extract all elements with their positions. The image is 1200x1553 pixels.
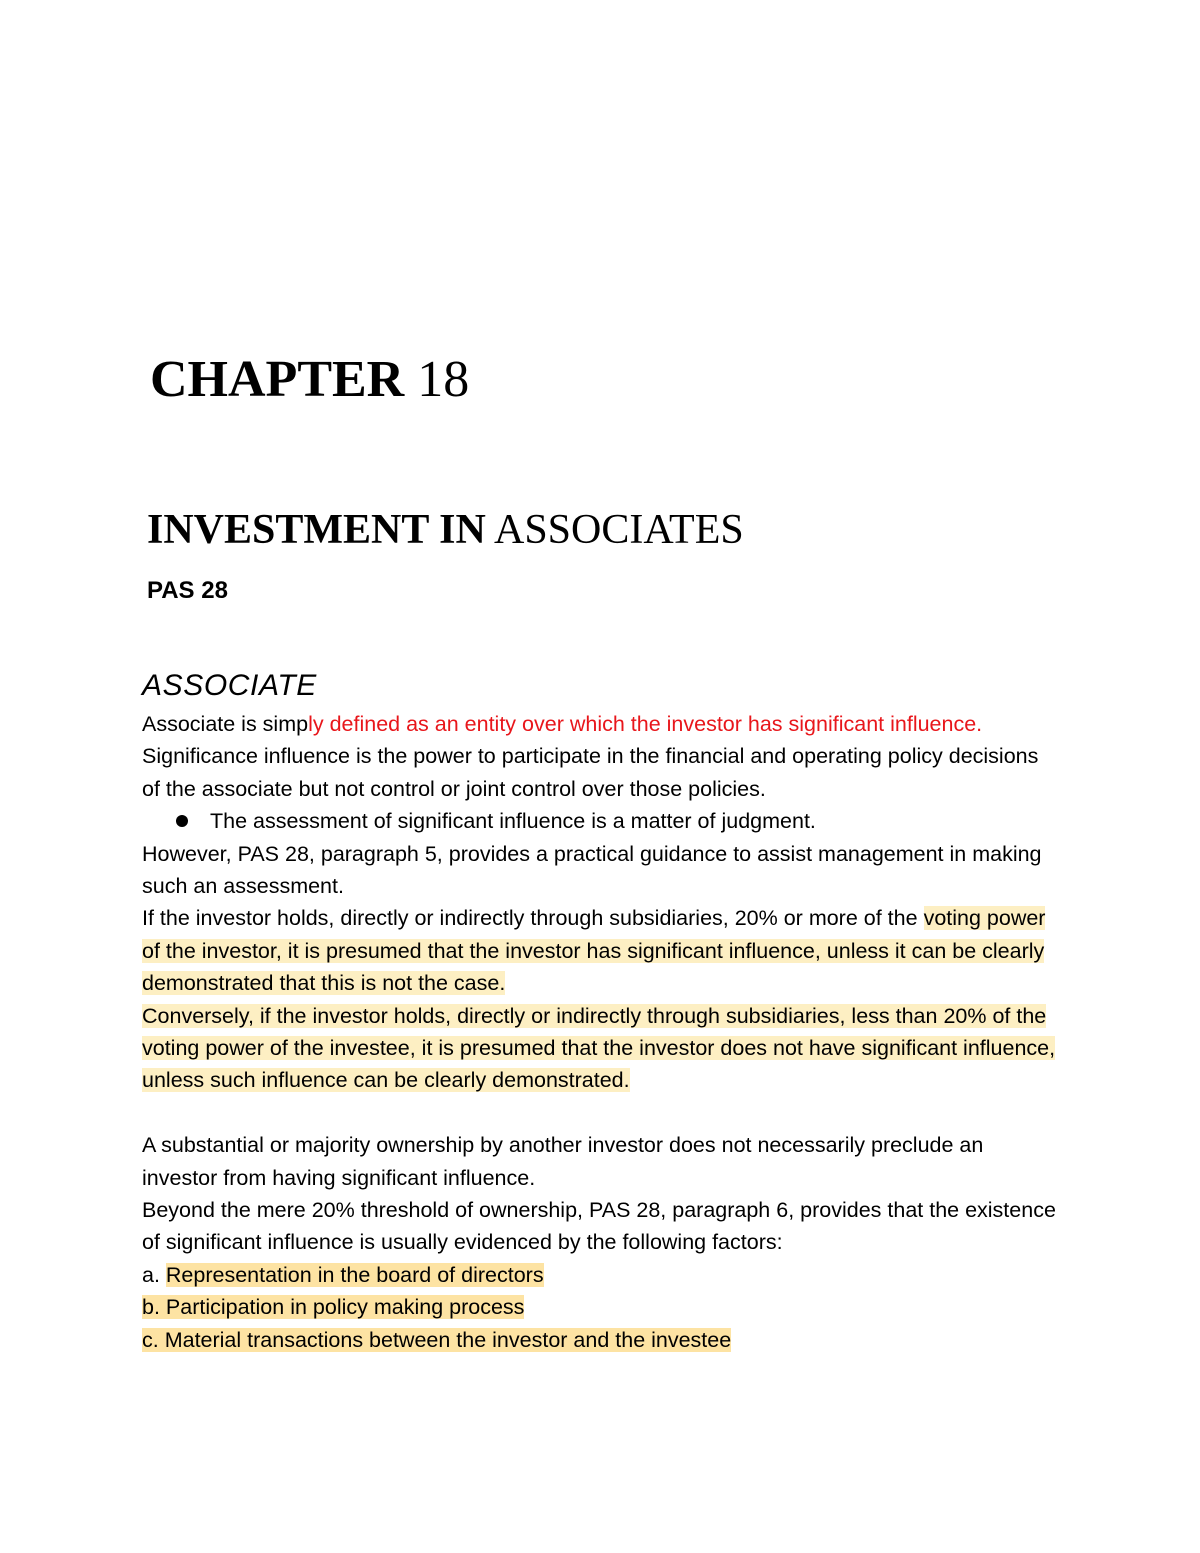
chapter-number: 18	[417, 351, 470, 408]
substantial-paragraph: A substantial or majority ownership by another investor does not necessarily preclude an investor from having significant influence.	[142, 1133, 984, 1190]
presumption-highlight: voting power of the investor, it is presumed that the investor has significant influence, unless it can be clearly demonstrated that this is not the case.	[142, 906, 1046, 996]
presumption-start: If the investor holds, directly or indirectly through subsidiaries, 20% or more of the	[142, 906, 918, 931]
chapter-title	[147, 505, 744, 555]
beyond-paragraph: Beyond the mere 20% threshold of ownership, PAS 28, paragraph 6, provides that the existence of significant influence is usually evidenced by the following factors:	[142, 1198, 1056, 1255]
standard-label: PAS 28	[147, 577, 228, 604]
chapter-heading	[150, 350, 469, 410]
definition-paragraph	[142, 708, 1062, 740]
definition-start: Associate is simp	[142, 712, 309, 736]
conversely-paragraph	[142, 1000, 1062, 1097]
blank-line	[142, 1097, 1062, 1129]
factor-item	[142, 1324, 1062, 1356]
definition-red-text: ly defined as an entity over which the investor has significant influence.	[308, 712, 983, 736]
factor-item	[142, 1259, 1062, 1291]
chapter-title-plain: ASSOCIATES	[485, 507, 744, 553]
bullet-dot-icon	[176, 815, 188, 827]
factor-text: Representation in the board of directors	[165, 1262, 544, 1287]
factor-text: Participation in policy making process	[165, 1295, 525, 1320]
section-body	[142, 708, 1062, 1356]
conversely-highlight: Conversely, if the investor holds, directly or indirectly through subsidiaries, less than 20% of the voting power of the investee, it is presumed that the investor does not have significant influence, unless such influence can be clearly demonstrated.	[142, 1003, 1056, 1093]
presumption-paragraph	[142, 902, 1062, 999]
chapter-title-bold: INVESTMENT IN	[147, 507, 486, 553]
factor-item	[142, 1291, 1062, 1323]
however-paragraph: However, PAS 28, paragraph 5, provides a practical guidance to assist management in making such an assessment.	[142, 841, 1042, 899]
factor-prefix: c.	[142, 1327, 165, 1352]
section-heading: ASSOCIATE	[142, 669, 317, 702]
bullet-text: The assessment of significant influence is a matter of judgment.	[210, 809, 816, 834]
significance-paragraph: Significance influence is the power to participate in the financial and operating policy decisions of the associate but not control or joint control over those policies.	[142, 744, 1039, 801]
factor-text: Material transactions between the investor and the investee	[164, 1327, 732, 1352]
chapter-word: CHAPTER	[150, 351, 405, 408]
factor-prefix: b.	[142, 1295, 166, 1320]
factor-prefix: a.	[142, 1262, 166, 1287]
bullet-item	[142, 805, 1062, 837]
